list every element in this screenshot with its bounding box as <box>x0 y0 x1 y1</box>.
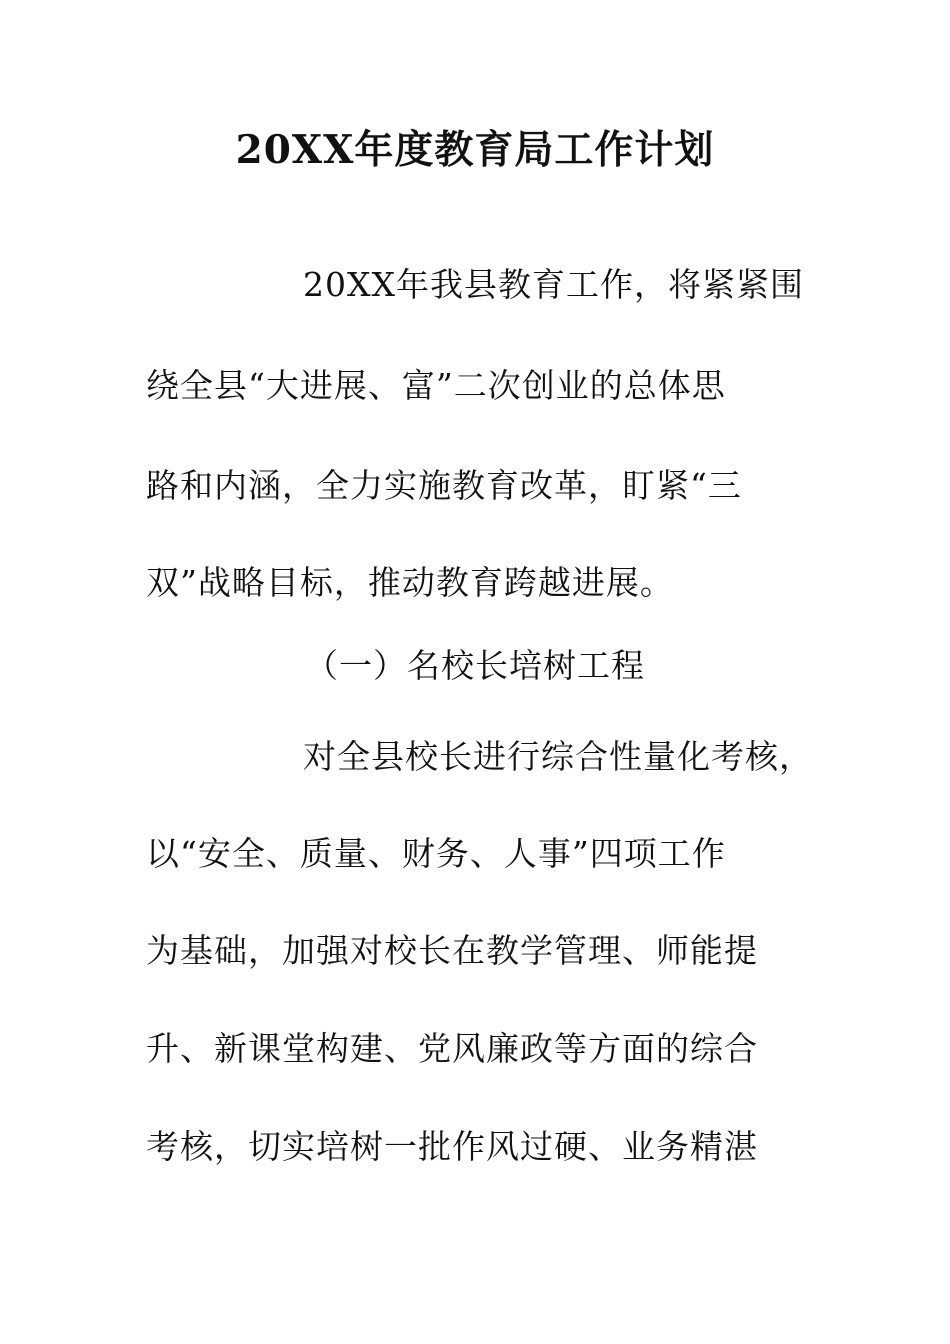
paragraph1-line-3: 路和内涵，全力实施教育改革，盯紧“三 <box>146 466 742 505</box>
paragraph2-line-4: 升、新课堂构建、党风廉政等方面的综合 <box>146 1029 758 1068</box>
paragraph1-line-1: 20XX年我县教育工作，将紧紧围 <box>303 265 804 304</box>
paragraph1-line-4: 双”战略目标，推动教育跨越进展。 <box>146 563 674 602</box>
section1-heading: （一）名校长培树工程 <box>305 646 645 685</box>
document-title: 20XX年度教育局工作计划 <box>235 127 715 173</box>
paragraph2-line-3: 为基础，加强对校长在教学管理、师能提 <box>146 931 758 970</box>
paragraph2-line-1: 对全县校长进行综合性量化考核， <box>303 737 813 776</box>
paragraph2-line-2: 以“安全、质量、财务、人事”四项工作 <box>146 834 726 873</box>
paragraph1-line-2: 绕全县“大进展、富”二次创业的总体思 <box>146 366 726 405</box>
paragraph2-line-5: 考核，切实培树一批作风过硬、业务精湛 <box>146 1127 758 1166</box>
